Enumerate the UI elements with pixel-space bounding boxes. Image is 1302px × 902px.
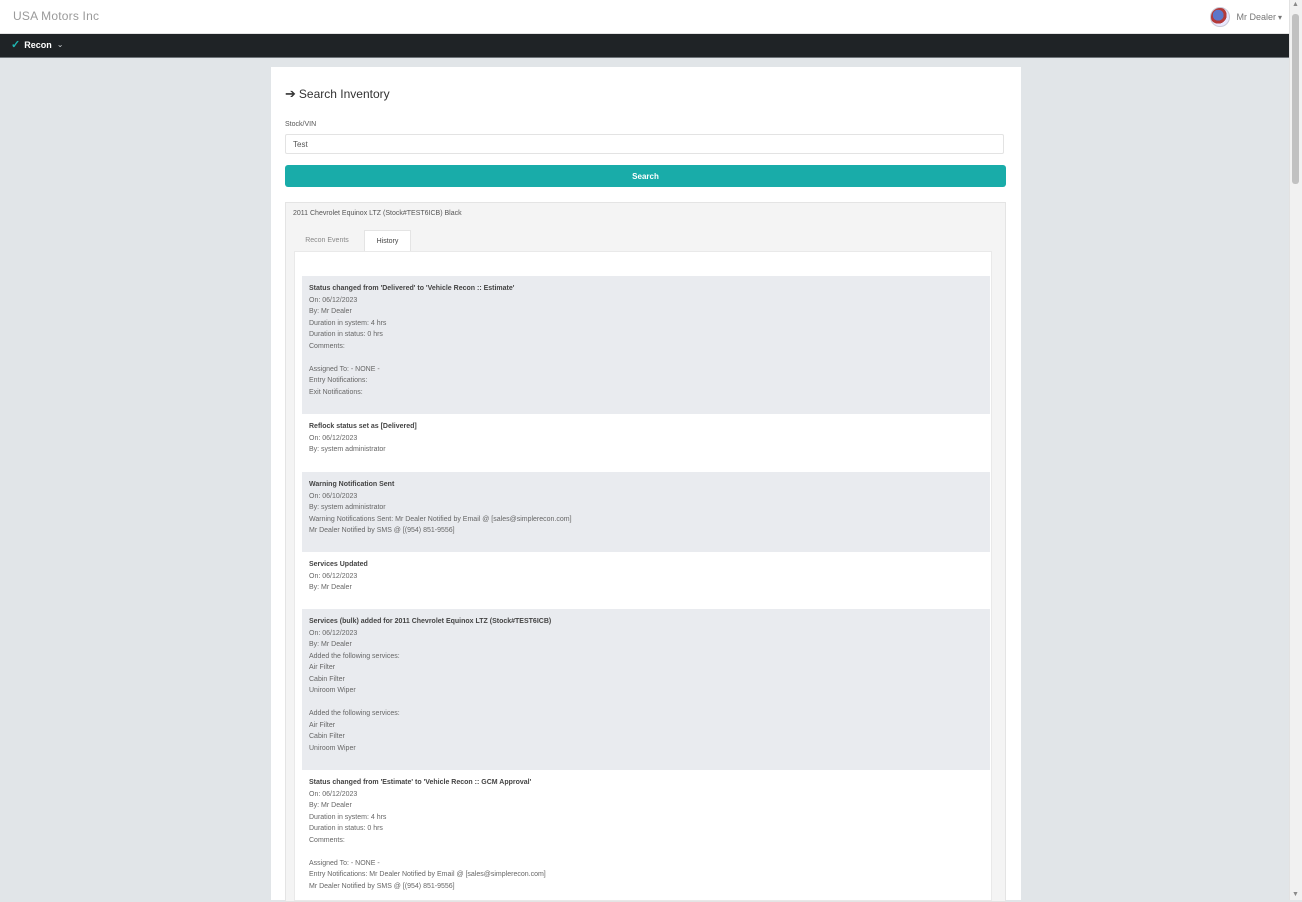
history-entry-line: Added the following services: bbox=[309, 652, 400, 660]
brand-name[interactable]: USA Motors Inc bbox=[13, 9, 100, 23]
history-entry-line: Cabin Filter bbox=[309, 733, 345, 740]
check-icon: ✓ bbox=[11, 39, 21, 51]
tab-recon-events[interactable]: Recon Events bbox=[305, 237, 349, 244]
history-entry-line: By: Mr Dealer bbox=[309, 802, 352, 809]
page-title-text: Search Inventory bbox=[298, 87, 390, 101]
search-card bbox=[271, 67, 1021, 900]
history-entry-line: Mr Dealer Notified by SMS @ [(954) 851-9556] bbox=[309, 527, 455, 534]
scroll-down-icon[interactable]: ▼ bbox=[1292, 891, 1299, 898]
history-entry-line: Entry Notifications: bbox=[309, 377, 368, 384]
history-entry bbox=[302, 276, 990, 414]
history-entry-line: Uniroom Wiper bbox=[309, 744, 356, 752]
history-entry-line: Mr Dealer Notified by SMS @ [(954) 851-9556] bbox=[309, 882, 455, 890]
tab-history[interactable]: History bbox=[364, 230, 411, 251]
history-entry-line: By: Mr Dealer bbox=[309, 308, 352, 315]
history-entry-line: Cabin Filter bbox=[309, 675, 345, 683]
history-entry-title: Status changed from 'Estimate' to 'Vehicle Recon :: GCM Approval' bbox=[309, 779, 532, 786]
history-entry-line: Assigned To: - NONE - bbox=[309, 365, 380, 373]
history-entry-spacer bbox=[309, 352, 983, 364]
stock-vin-label: Stock/VIN bbox=[285, 121, 317, 128]
history-entry-line: Duration in system: 4 hrs bbox=[309, 813, 387, 821]
history-entry-spacer bbox=[309, 846, 983, 858]
history-entry-title: Status changed from 'Delivered' to 'Vehicle Recon :: Estimate' bbox=[309, 285, 515, 292]
history-entry bbox=[302, 472, 990, 552]
nav-item-recon[interactable] bbox=[11, 38, 63, 51]
history-entry-line: By: system administrator bbox=[309, 446, 386, 453]
history-entry-line: On: 06/12/2023 bbox=[309, 790, 358, 798]
stock-vin-input[interactable] bbox=[285, 134, 1004, 154]
history-entry-line: Exit Notifications: bbox=[309, 388, 363, 396]
page-scrollbar[interactable] bbox=[1289, 0, 1302, 900]
history-entry-line: Air Filter bbox=[309, 664, 336, 671]
history-entry-line: By: Mr Dealer bbox=[309, 641, 352, 648]
history-entry-title: Reflock status set as [Delivered] bbox=[309, 423, 417, 430]
history-entry bbox=[302, 770, 990, 901]
history-entry-line: Assigned To: - NONE - bbox=[309, 859, 380, 867]
history-entry-line: Comments: bbox=[309, 342, 345, 350]
history-entry-line: On: 06/12/2023 bbox=[309, 434, 358, 442]
user-name[interactable]: Mr Dealer bbox=[1236, 12, 1276, 22]
history-entry-line: On: 06/12/2023 bbox=[309, 629, 358, 637]
avatar-flag-icon[interactable] bbox=[1210, 7, 1230, 27]
top-header bbox=[0, 0, 1290, 34]
history-entry-title: Services (bulk) added for 2011 Chevrolet Equinox LTZ (Stock#TEST6ICB) bbox=[309, 618, 552, 625]
history-entry-line: Warning Notifications Sent: Mr Dealer Notified by Email @ [sales@simplerecon.com] bbox=[309, 515, 572, 523]
nav-item-label[interactable]: Recon bbox=[24, 39, 52, 50]
user-menu[interactable] bbox=[1210, 7, 1282, 27]
history-entry-title: Services Updated bbox=[309, 561, 368, 568]
history-list bbox=[302, 276, 990, 901]
history-entry-line: By: system administrator bbox=[309, 504, 386, 511]
vehicle-result-panel bbox=[285, 202, 1006, 902]
scroll-up-icon[interactable]: ▲ bbox=[1292, 1, 1299, 8]
history-entry-line: Air Filter bbox=[309, 721, 336, 729]
history-entry-line: On: 06/12/2023 bbox=[309, 572, 358, 580]
history-entry bbox=[302, 414, 990, 472]
history-entry bbox=[302, 552, 990, 609]
history-entry-title: Warning Notification Sent bbox=[309, 481, 395, 488]
arrow-right-icon: ➔ bbox=[285, 86, 296, 101]
history-entry bbox=[302, 609, 990, 770]
history-panel bbox=[294, 251, 992, 901]
main-navbar bbox=[0, 34, 1290, 58]
caret-down-icon[interactable]: ▾ bbox=[1277, 12, 1282, 22]
page-title bbox=[285, 86, 390, 102]
history-entry-line: Duration in system: 4 hrs bbox=[309, 319, 387, 327]
history-entry-spacer bbox=[309, 697, 983, 709]
search-button[interactable]: Search bbox=[285, 165, 1006, 187]
history-entry-line: Comments: bbox=[309, 836, 345, 844]
history-entry-line: Entry Notifications: Mr Dealer Notified by Email @ [sales@simplerecon.com] bbox=[309, 871, 546, 878]
history-entry-line: Duration in status: 0 hrs bbox=[309, 331, 383, 338]
history-entry-line: Duration in status: 0 hrs bbox=[309, 825, 383, 832]
history-entry-line: Added the following services: bbox=[309, 710, 400, 717]
history-entry-line: On: 06/12/2023 bbox=[309, 296, 358, 304]
history-entry-line: On: 06/10/2023 bbox=[309, 492, 358, 500]
scroll-thumb[interactable] bbox=[1292, 14, 1299, 184]
history-entry-line: By: Mr Dealer bbox=[309, 584, 352, 591]
vehicle-title: 2011 Chevrolet Equinox LTZ (Stock#TEST6ICB) Black bbox=[293, 210, 462, 217]
chevron-down-icon[interactable]: ⌄ bbox=[56, 40, 64, 49]
history-entry-line: Uniroom Wiper bbox=[309, 687, 356, 694]
